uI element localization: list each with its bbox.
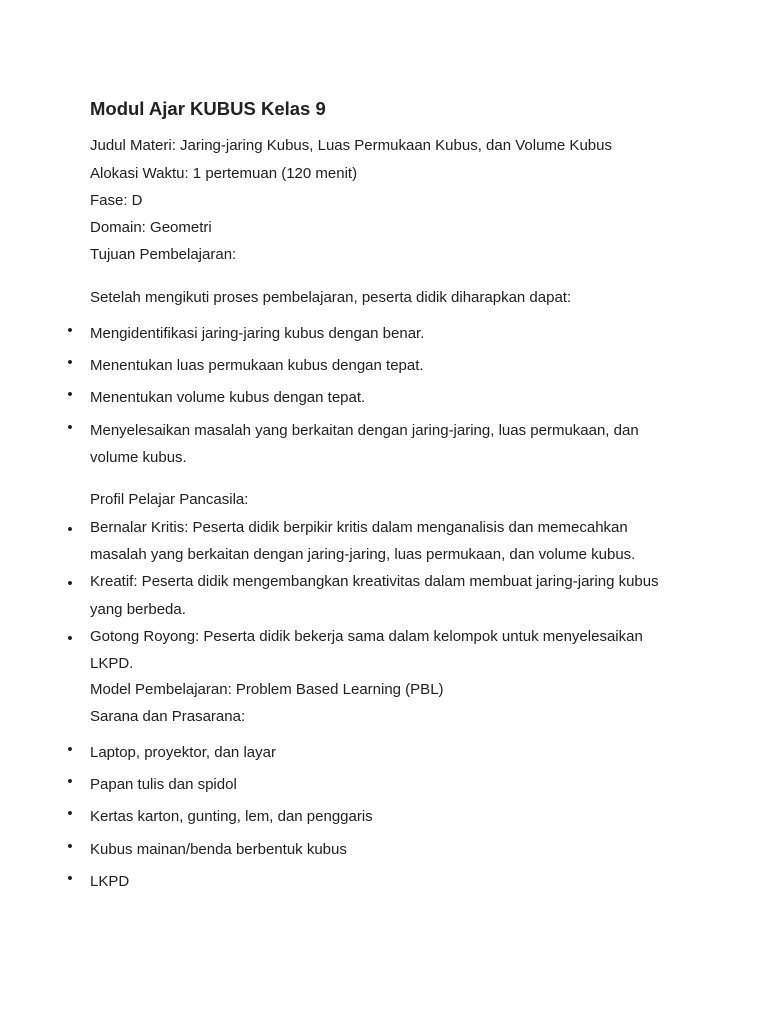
model-pembelajaran: Model Pembelajaran: Problem Based Learning (PBL)	[90, 681, 444, 698]
list-item	[0, 384, 768, 419]
bullet-icon: •	[67, 741, 73, 758]
list-item	[0, 623, 768, 677]
list-item	[0, 352, 768, 387]
bullet-icon: •	[67, 354, 73, 372]
bullet-icon: •	[67, 629, 73, 647]
tujuan-intro: Setelah mengikuti proses pembelajaran, peserta didik diharapkan dapat:	[90, 289, 572, 306]
list-item	[0, 836, 768, 871]
list-item-text: Laptop, proyektor, dan layar	[90, 744, 276, 761]
bullet-icon: •	[67, 575, 73, 593]
list-item-text: Menentukan volume kubus dengan tepat.	[90, 389, 366, 407]
bullet-icon: •	[67, 521, 73, 538]
bullet-icon: •	[67, 805, 73, 823]
list-item	[0, 514, 768, 568]
list-item-text: Kreatif: Peserta didik mengembangkan kreativitas dalam membuat jaring-jaring kubus yang berbeda.	[90, 573, 659, 618]
bullet-icon: •	[67, 869, 73, 887]
list-item	[0, 771, 768, 806]
list-item-text: Mengidentifikasi jaring-jaring kubus dengan benar.	[90, 325, 425, 342]
list-item	[0, 803, 768, 838]
bullet-icon: •	[67, 773, 73, 791]
sarana-heading: Sarana dan Prasarana:	[90, 708, 246, 725]
fase: Fase: D	[90, 192, 143, 209]
list-item	[0, 568, 768, 622]
list-item-text: LKPD	[90, 872, 130, 890]
document-title: Modul Ajar KUBUS Kelas 9	[90, 98, 326, 119]
bullet-icon: •	[67, 837, 73, 855]
list-item	[0, 417, 768, 479]
list-item-text: Bernalar Kritis: Peserta didik berpikir kritis dalam menganalisis dan memecahkan masalah yang berkaitan dengan jaring-jaring, luas permukaan, dan volume kubus.	[90, 519, 636, 564]
list-item	[0, 739, 768, 774]
list-item-text: Kertas karton, gunting, lem, dan penggaris	[90, 808, 373, 826]
judul-materi: Judul Materi: Jaring-jaring Kubus, Luas Permukaan Kubus, dan Volume Kubus	[90, 137, 612, 154]
list-item-text: Gotong Royong: Peserta didik bekerja sama dalam kelompok untuk menyelesaikan LKPD.	[90, 627, 643, 672]
profil-list	[0, 514, 768, 677]
list-item	[0, 320, 768, 355]
alokasi-waktu: Alokasi Waktu: 1 pertemuan (120 menit)	[90, 165, 358, 182]
tujuan-heading: Tujuan Pembelajaran:	[90, 246, 237, 263]
profil-heading: Profil Pelajar Pancasila:	[90, 491, 249, 508]
bullet-icon: •	[67, 418, 73, 436]
list-item	[0, 868, 768, 903]
list-item-text: Kubus mainan/benda berbentuk kubus	[90, 840, 347, 858]
sarana-list	[0, 742, 768, 903]
list-item-text: Menyelesaikan masalah yang berkaitan dengan jaring-jaring, luas permukaan, dan volume kubus.	[90, 421, 639, 466]
bullet-icon: •	[67, 386, 73, 404]
bullet-icon: •	[67, 322, 73, 339]
tujuan-list	[0, 323, 768, 479]
list-item-text: Papan tulis dan spidol	[90, 776, 237, 794]
list-item-text: Menentukan luas permukaan kubus dengan tepat.	[90, 357, 424, 375]
domain: Domain: Geometri	[90, 219, 212, 236]
